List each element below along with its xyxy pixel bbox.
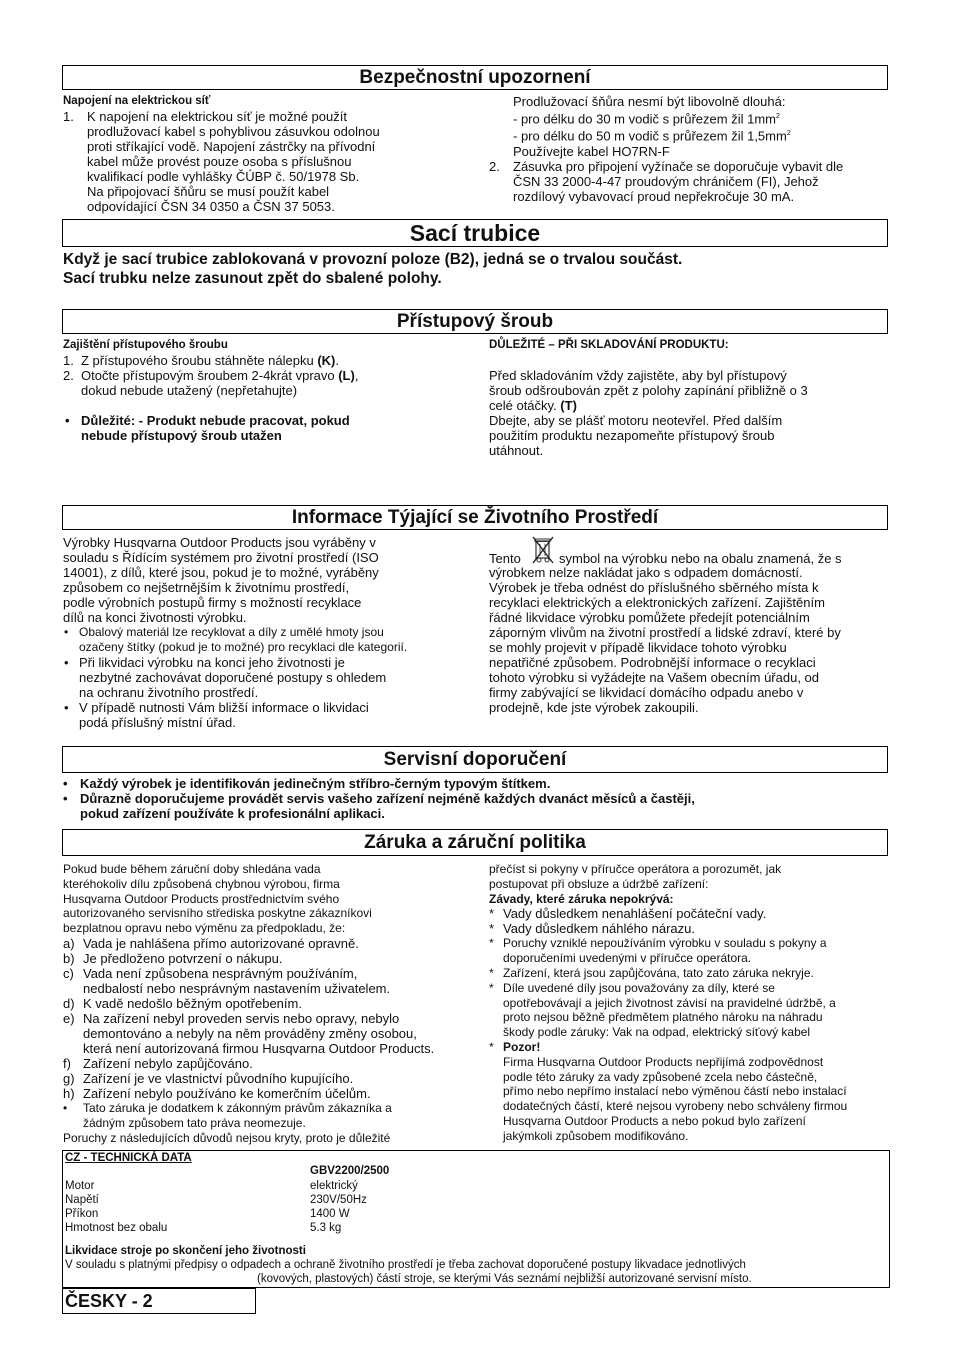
warranty-condition-line: Zařízení nebylo používáno ke komerčním účelům. bbox=[83, 1085, 371, 1101]
superscript-2: 2 bbox=[786, 130, 791, 138]
warranty-condition-line: která není autorizovaná firmou Husqvarna Outdoor Products. bbox=[83, 1040, 435, 1056]
tech-heading: CZ - TECHNICKÁ DATA bbox=[65, 1152, 192, 1164]
condition-marker: c) bbox=[63, 965, 74, 981]
warranty-right-top-line: přečíst si pokyny v příručce operátora a porozumět, jak bbox=[489, 862, 782, 876]
tech-label: Příkon bbox=[65, 1208, 99, 1220]
condition-marker: a) bbox=[63, 935, 75, 951]
tech-value: 1400 W bbox=[310, 1208, 350, 1220]
safety-item-line: Na připojovací šňůru se musí použít kabel bbox=[87, 183, 330, 199]
safety-item-line: proti stříkající vodě. Napojení zástrčky na přívodní bbox=[87, 138, 376, 154]
tech-label: Hmotnost bez obalu bbox=[65, 1222, 168, 1234]
warranty-exclusion-line: škody podle záruky: Vak na odpad, elektrický síťový kabel bbox=[503, 1025, 811, 1040]
warranty-left-column bbox=[63, 862, 483, 1145]
safety-item-line: kvalifikací podle vyhlášky ČÚBP č. 50/1978 Sb. bbox=[87, 168, 360, 184]
pozor-line: Husqvarna Outdoor Products a nebo pokud bylo zařízení bbox=[503, 1113, 806, 1128]
tech-value: 5.3 kg bbox=[310, 1222, 342, 1234]
service-title: Servisní doporučení bbox=[383, 749, 567, 770]
label-l: (L) bbox=[338, 367, 355, 383]
warranty-condition-line: K vadě nedošlo běžným opotřebením. bbox=[83, 995, 302, 1011]
env-bullet-line: na ochranu životního prostředí. bbox=[79, 684, 259, 700]
safety-heading-box bbox=[62, 65, 888, 90]
env-right-line: prodejně, kde jste výrobek zakoupili. bbox=[489, 700, 699, 715]
tech-row bbox=[65, 1207, 565, 1221]
env-left-line: Výrobky Husqvarna Outdoor Products jsou vyráběny v bbox=[63, 535, 376, 550]
env-bullet-line: Obalový materiál lze recyklovat a díly z umělé hmoty jsou bbox=[79, 625, 384, 639]
warranty-conditions-list bbox=[63, 936, 483, 1131]
env-right-line: Výrobek je třeba odnést do příslušného sběrného místa k bbox=[489, 580, 819, 595]
service-bullet-1-text: Každý výrobek je identifikován jedinečným stříbro-černým typovým štítkem. bbox=[80, 776, 551, 791]
warranty-condition bbox=[63, 1086, 483, 1101]
bullet: • bbox=[63, 791, 68, 806]
tech-label: Napětí bbox=[65, 1194, 99, 1206]
screw-left-heading: Zajištění přístupového šroubu bbox=[63, 339, 228, 351]
warranty-heading-box bbox=[62, 829, 888, 856]
env-heading-box bbox=[62, 505, 888, 530]
safety-item-line: prodlužovací kabel s pohyblivou zásuvkou odolnou bbox=[87, 123, 380, 139]
env-bullet-line: V případě nutnosti Vám bližší informace o likvidaci bbox=[79, 699, 369, 715]
env-right-line: záporným vlivům na životní prostředí a lidské zdraví, které by bbox=[489, 625, 841, 640]
disposal-line2: (kovových, plastových) částí stroje, se kterými Vás seznámí nejbližší autorizované servisní místo. bbox=[257, 1273, 752, 1285]
storage-line3 bbox=[489, 398, 889, 413]
safety-left-heading: Napojení na elektrickou síť bbox=[63, 95, 211, 107]
safety-item2-line: Zásuvka pro připojení vyžínače se doporučuje vybavit dle bbox=[513, 158, 844, 174]
env-right-line: firmy zabývající se likvidací domácího odpadu anebo v bbox=[489, 685, 804, 700]
screw-important-note bbox=[63, 413, 483, 443]
important-line2: nebude přístupový šroub utažen bbox=[81, 427, 282, 443]
warranty-condition bbox=[63, 1056, 483, 1071]
tech-row bbox=[65, 1221, 565, 1235]
step2-text: Otočte přístupovým šroubem 2-4krát vpravo bbox=[81, 367, 339, 383]
bullet: • bbox=[63, 776, 68, 791]
warranty-condition bbox=[63, 1101, 483, 1131]
warranty-intro-line: kteréhokoliv dílu způsobená chybnou výrobou, firma bbox=[63, 876, 340, 891]
env-left-column bbox=[63, 535, 473, 730]
pozor-line: Firma Husqvarna Outdoor Products nepřijímá zodpovědnost bbox=[503, 1054, 824, 1069]
bullet: • bbox=[64, 654, 69, 670]
warranty-left-last: Poruchy z následujících důvodů nejsou kryty, proto je důležité bbox=[63, 1130, 391, 1145]
safety-left-column bbox=[63, 94, 483, 214]
env-left-line: 14001), z dílů, které jsou, pokud je to možné, vyráběny bbox=[63, 565, 379, 580]
page-footer-label bbox=[62, 1288, 256, 1314]
env-bullet-line: Při likvidaci výrobku na konci jeho životnosti je bbox=[79, 654, 345, 670]
safety-item2-line: rozdílový vybavovací proud nepřekročuje 30 mA. bbox=[513, 188, 795, 204]
asterisk: * bbox=[489, 936, 494, 951]
env-right-line: se mohly projevit v případě likvidace tohoto výrobku bbox=[489, 640, 787, 655]
warranty-condition-line: Vada není způsobena nesprávným používáním, bbox=[83, 965, 358, 981]
condition-marker: g) bbox=[63, 1070, 75, 1086]
env-left-line: souladu s Řídícím systémem pro životní prostředí (ISO bbox=[63, 550, 379, 565]
condition-marker: b) bbox=[63, 950, 75, 966]
asterisk: * bbox=[489, 1039, 494, 1054]
pozor-heading: Pozor! bbox=[503, 1039, 541, 1054]
warranty-intro-line: autorizovaného servisního střediska poskytne zákazníkovi bbox=[63, 906, 372, 921]
warranty-condition bbox=[63, 951, 483, 966]
tech-rows bbox=[65, 1179, 565, 1235]
service-bullet-2 bbox=[63, 791, 903, 821]
screw-step-2-cont: dokud nebude utažený (nepřetahujte) bbox=[81, 382, 298, 398]
asterisk: * bbox=[489, 906, 495, 922]
warranty-condition bbox=[63, 966, 483, 996]
tube-warning bbox=[63, 250, 903, 288]
service-bullet-1 bbox=[63, 776, 903, 791]
step1-text: Z přístupového šroubu stáhněte nálepku bbox=[81, 352, 318, 368]
bullet: • bbox=[65, 412, 70, 428]
env-bullet-list bbox=[63, 625, 473, 730]
warranty-intro-line: bezplatnou opravu nebo výměnu za předpokladu, že: bbox=[63, 921, 346, 936]
asterisk: * bbox=[489, 921, 495, 937]
warranty-exclusions-heading: Závady, které záruka nepokrývá: bbox=[489, 891, 674, 906]
safety-right-intro: Prodlužovací šňůra nesmí být libovolně dlouhá: bbox=[513, 94, 786, 109]
safety-item2-text bbox=[513, 159, 893, 204]
tento-text: Tento bbox=[489, 551, 521, 566]
env-right-line: řádné likvidace výrobku pomůžete předejít potenciálním bbox=[489, 610, 810, 625]
warranty-title: Záruka a záruční politika bbox=[364, 832, 586, 853]
warranty-right-top bbox=[489, 862, 889, 892]
env-bullet bbox=[63, 700, 473, 730]
warranty-exclusion bbox=[489, 921, 889, 936]
safety-item-line: kabel může provést pouze osoba s příslušnou bbox=[87, 153, 352, 169]
tech-value: 230V/50Hz bbox=[310, 1194, 367, 1206]
condition-marker: e) bbox=[63, 1010, 75, 1026]
warranty-exclusion-line: opotřebovávají a jejich životnost závisí na pravidelné údržbě, a bbox=[503, 995, 836, 1010]
condition-marker: f) bbox=[63, 1055, 71, 1071]
storage-line1: Před skladováním vždy zajistěte, aby byl přístupový bbox=[489, 367, 787, 383]
warranty-exclusion bbox=[489, 906, 889, 921]
warranty-intro-line: Husqvarna Outdoor Products prostřednictvím svého bbox=[63, 891, 340, 906]
env-bullet bbox=[63, 625, 473, 655]
asterisk: * bbox=[489, 965, 494, 980]
punctuation: , bbox=[354, 367, 359, 383]
safety-left-list bbox=[63, 109, 483, 214]
superscript-2: 2 bbox=[775, 113, 780, 120]
warranty-exclusion-line: proto nejsou běžně předmětem platného nároku na náhradu bbox=[503, 1010, 823, 1025]
storage-text: celé otáčky. bbox=[489, 397, 561, 413]
pozor-line: podle této záruky za vady způsobené zcela nebo částečně, bbox=[503, 1069, 818, 1084]
important-line1: Důležité: - Produkt nebude pracovat, pokud bbox=[81, 412, 350, 428]
tech-data-table bbox=[62, 1150, 890, 1288]
condition-marker: • bbox=[63, 1100, 68, 1115]
item-number: 2. bbox=[489, 158, 500, 174]
screw-left-column bbox=[63, 338, 483, 443]
storage-line4: Dbejte, aby se plášť motoru neotevřel. Před dalším bbox=[489, 412, 783, 428]
tech-label: Motor bbox=[65, 1180, 95, 1192]
warranty-condition-line: Na zařízení nebyl proveden servis nebo opravy, nebylo bbox=[83, 1010, 400, 1026]
safety-right-line1 bbox=[489, 109, 899, 126]
env-right-line: nepatřičné způsobem. Podrobnější informace o recyklaci bbox=[489, 655, 816, 670]
page-number: ČESKY - 2 bbox=[65, 1291, 153, 1311]
env-right-line: výrobkem nelze nakládat jako s odpadem domácností. bbox=[489, 565, 803, 580]
safety-right-line2 bbox=[489, 126, 899, 143]
safety-right-column bbox=[489, 94, 899, 204]
env-title: Informace Týjající se Životního Prostředí bbox=[291, 507, 659, 528]
env-bullet-line: nezbytné zachovávat doporučené postupy s ohledem bbox=[79, 669, 387, 685]
cable-30m-text: - pro délku do 30 m vodič s průřezem žil 1mm bbox=[513, 111, 776, 127]
condition-marker: d) bbox=[63, 995, 75, 1011]
safety-right-line3: Používejte kabel HO7RN-F bbox=[513, 143, 670, 159]
warranty-exclusion-line: Poruchy vzniklé nepoužíváním výrobku v souladu s pokyny a bbox=[503, 936, 827, 951]
service-bullet-2-line1: Důrazně doporučujeme provádět servis vašeho zařízení nejméně každých dvanáct měsíců a častěji, bbox=[80, 791, 695, 806]
env-right-paragraph bbox=[489, 565, 889, 715]
disposal-heading: Likvidace stroje po skončení jeho životnosti bbox=[65, 1245, 306, 1257]
label-t: (T) bbox=[560, 397, 577, 413]
screw-step-1 bbox=[63, 353, 483, 368]
env-bullet bbox=[63, 655, 473, 700]
crossed-out-wheelie-bin-icon bbox=[531, 535, 555, 568]
warranty-intro bbox=[63, 862, 483, 936]
warranty-exclusion-line: Díle uvedené díly jsou považovány za díly, které se bbox=[503, 980, 775, 995]
screw-step-2 bbox=[63, 368, 483, 383]
warranty-condition bbox=[63, 1071, 483, 1086]
tech-model: GBV2200/2500 bbox=[310, 1165, 390, 1177]
warranty-exclusion-line: Vady důsledkem náhlého nárazu. bbox=[503, 921, 695, 937]
warranty-condition-line: Zařízení je ve vlastnictví původního kupujícího. bbox=[83, 1070, 354, 1086]
warranty-exclusion-line: Zařízení, která jsou zapůjčována, tato zato záruka nekryje. bbox=[503, 965, 814, 980]
condition-marker: h) bbox=[63, 1085, 75, 1101]
pozor-line: přímo nebo nepřímo instalací nebo výměnou částí nebo instalací bbox=[503, 1084, 847, 1099]
warranty-condition-line: žádným způsobem tato práva neomezuje. bbox=[83, 1115, 306, 1130]
safety-item-line: K napojení na elektrickou síť je možné použít bbox=[87, 108, 347, 124]
warranty-condition-line: Vada je nahlášena přímo autorizované opravně. bbox=[83, 935, 359, 951]
asterisk: * bbox=[489, 980, 494, 995]
warranty-exclusion bbox=[489, 966, 889, 981]
safety-item-text bbox=[87, 109, 477, 214]
env-right-line: recyklaci elektrických a elektronických zařízení. Zajištěním bbox=[489, 595, 825, 610]
safety-item bbox=[63, 109, 483, 214]
safety-item2-line: ČSN 33 2000-4-47 proudovým chráničem (FI), Jehož bbox=[513, 173, 819, 189]
service-heading-box bbox=[62, 746, 888, 773]
pozor-text bbox=[503, 1055, 889, 1144]
tube-warning-line2: Sací trubku nelze zasunout zpět do sbalené polohy. bbox=[63, 270, 442, 287]
warranty-right-column bbox=[489, 862, 889, 1144]
label-k: (K) bbox=[317, 352, 336, 368]
warranty-condition bbox=[63, 936, 483, 951]
tube-heading-box bbox=[62, 219, 888, 247]
tech-row bbox=[65, 1193, 565, 1207]
env-left-line: způsobem co nejšetrnějším k životnímu prostředí, bbox=[63, 580, 350, 595]
item-number: 1. bbox=[63, 352, 74, 368]
screw-right-heading: DŮLEŽITÉ – PŘI SKLADOVÁNÍ PRODUKTU: bbox=[489, 339, 729, 351]
warranty-pozor bbox=[489, 1040, 889, 1144]
tube-warning-line1: Když je sací trubice zablokovaná v provozní poloze (B2), jedná se o trvalou součást. bbox=[63, 251, 683, 268]
service-list bbox=[63, 776, 903, 821]
env-left-paragraph bbox=[63, 535, 473, 625]
warranty-exclusions-list bbox=[489, 906, 889, 1040]
env-first-line bbox=[489, 535, 889, 565]
pozor-line: jakýmkoli způsobem modifikováno. bbox=[503, 1128, 689, 1143]
warranty-condition-line: nedbalostí nebo nesprávným nastavením uživatelem. bbox=[83, 980, 391, 996]
warranty-intro-line: Pokud bude během záruční doby shledána vada bbox=[63, 862, 321, 876]
warranty-condition-line: Je předloženo potvrzení o nákupu. bbox=[83, 950, 283, 966]
bullet: • bbox=[64, 699, 69, 715]
env-right-line: tohoto výrobku si vyžádejte na Vašem obecním úřadu, od bbox=[489, 670, 820, 685]
env-left-line: dílů na konci životnosti výrobku. bbox=[63, 610, 247, 625]
service-bullet-2-line2: pokud zařízení používáte k profesionální aplikaci. bbox=[80, 806, 385, 821]
safety-title: Bezpečnostní upozornení bbox=[359, 67, 591, 88]
pozor-line: dodatečných částí, které nejsou vyrobeny nebo schváleny firmou bbox=[503, 1099, 848, 1114]
punctuation: . bbox=[335, 352, 339, 368]
disposal-line1: V souladu s platnými předpisy o odpadech a ochraně životního prostředí je třeba zachovat doporučené postupy likvadace jednotlivých bbox=[65, 1259, 746, 1271]
env-bullet-line: podá příslušný místní úřad. bbox=[79, 714, 236, 730]
item-number: 2. bbox=[63, 367, 74, 383]
symbol-meaning-text: symbol na výrobku nebo na obalu znamená, že s bbox=[559, 551, 842, 566]
screw-title: Přístupový šroub bbox=[396, 311, 554, 332]
warranty-exclusion-line: doporučeními uvedenými v příručce operátora. bbox=[503, 951, 752, 966]
warranty-condition-line: demontováno a nebyly na něm prováděny změny osobou, bbox=[83, 1025, 417, 1041]
warranty-exclusion bbox=[489, 981, 889, 1040]
cable-50m-text: - pro délku do 50 m vodič s průřezem žil 1,5mm bbox=[513, 128, 787, 144]
warranty-condition-line: Zařízení nebylo zapůjčováno. bbox=[83, 1055, 253, 1071]
tech-row bbox=[65, 1179, 565, 1193]
warranty-exclusion-line: Vady důsledkem nenahlášení počáteční vady. bbox=[503, 906, 767, 922]
storage-line2: šroub odšroubován zpět z polohy zapínání přibližně o 3 bbox=[489, 382, 808, 398]
env-right-column bbox=[489, 535, 889, 715]
warranty-condition bbox=[63, 1011, 483, 1056]
storage-line5: použitím produktu nezapomeňte přístupový šroub bbox=[489, 427, 775, 443]
item-number: 1. bbox=[63, 108, 74, 124]
env-left-line: podle výrobních postupů firmy s možností recyklace bbox=[63, 595, 362, 610]
warranty-condition-line: Tato záruka je dodatkem k zákonným právům zákazníka a bbox=[83, 1100, 392, 1115]
screw-heading-box bbox=[62, 309, 888, 334]
warranty-exclusion bbox=[489, 936, 889, 966]
warranty-right-top-line: postupovat při obsluze a údržbě zařízení: bbox=[489, 876, 709, 891]
safety-item-line: odpovídající ČSN 34 0350 a ČSN 37 5053. bbox=[87, 198, 335, 214]
safety-right-item-2 bbox=[489, 159, 899, 204]
bullet: • bbox=[64, 625, 69, 639]
env-bullet-line: ozačeny štítky (pokud je to možné) pro recyklaci dle kategorií. bbox=[79, 639, 408, 654]
screw-right-column bbox=[489, 338, 889, 458]
tech-value: elektrický bbox=[310, 1180, 358, 1192]
storage-line6: utáhnout. bbox=[489, 442, 544, 458]
tube-title: Sací trubice bbox=[409, 220, 541, 246]
warranty-condition bbox=[63, 996, 483, 1011]
